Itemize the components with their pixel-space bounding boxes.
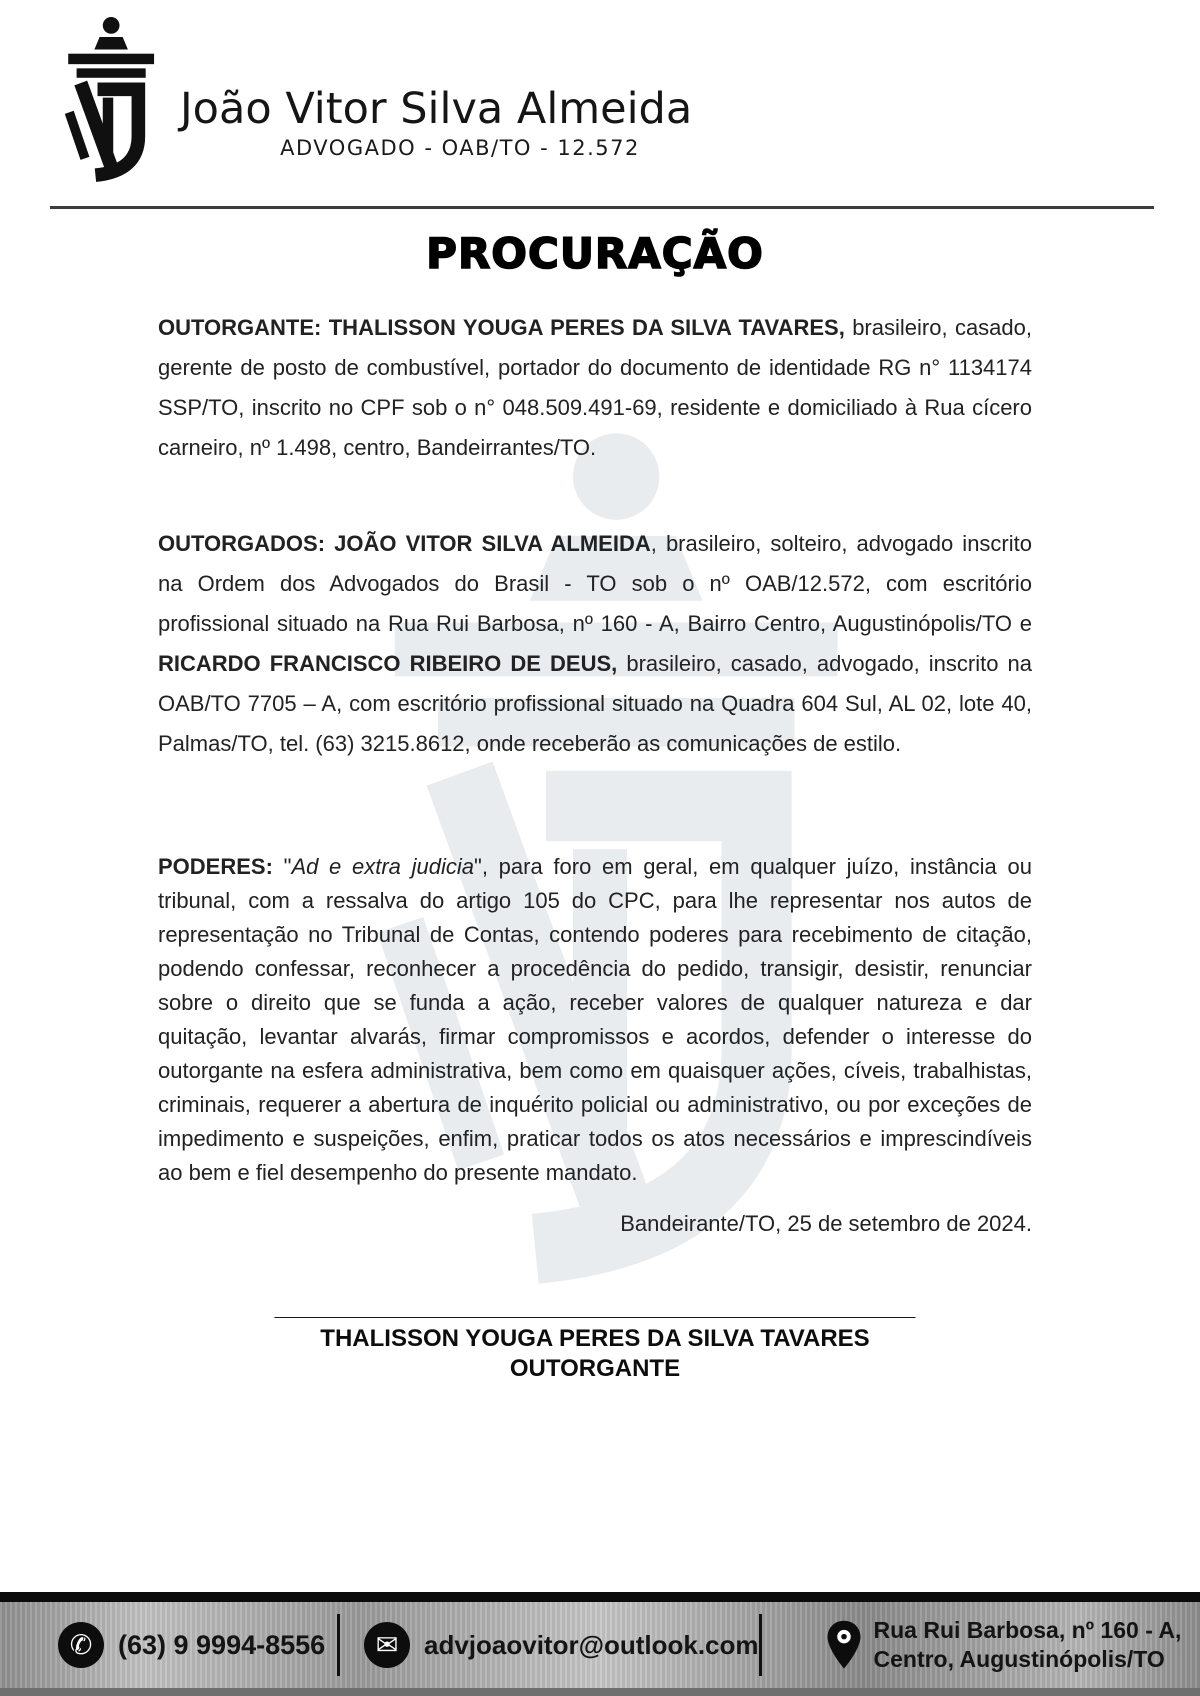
footer-top-bar — [0, 1592, 1200, 1602]
whatsapp-glyph: ✆ — [69, 1629, 93, 1660]
footer-address-section — [762, 1602, 1200, 1688]
paragraph-outorgante: OUTORGANTE: THALISSON YOUGA PERES DA SILVA TAVARES, brasileiro, casado, gerente de posto de combustível, portador do documento de identidade RG n° 1134174 SSP/TO, inscrito no CPF sob o n° 048.509.491-69, residente e domiciliado à Rua cícero carneiro, nº 1.498, centro, Bandeirrantes/TO. — [158, 315, 1032, 460]
contact-footer — [0, 1592, 1200, 1696]
footer-address — [874, 1616, 1182, 1674]
law-firm-monogram-icon — [52, 16, 164, 194]
signature-role: OUTORGANTE — [509, 1355, 681, 1382]
signature-block — [158, 1296, 1032, 1384]
footer-email-section — [340, 1602, 759, 1688]
brand-name: João Vitor Silva Almeida — [180, 84, 693, 134]
document-title: PROCURAÇÃO — [426, 229, 764, 278]
footer-bottom-bar — [0, 1688, 1200, 1696]
paragraph-outorgados: OUTORGADOS: JOÃO VITOR SILVA ALMEIDA, brasileiro, solteiro, advogado inscrito na Ordem dos Advogados do Brasil - TO sob o nº OAB/12.572, com escritório profissional situado na Rua Rui Barbosa, nº 160 - A, Bairro Centro, Augustinópolis/TO e RICARDO FRANCISCO RIBEIRO DE DEUS, brasileiro, casado, advogado, inscrito na OAB/TO 7705 – A, com escritório profissional situado na Quadra 604 Sul, AL 02, lote 40, Palmas/TO, tel. (63) 3215.8612, onde receberão as comunicações de estilo. — [158, 531, 1033, 756]
date-line: Bandeirante/TO, 25 de setembro de 2024. — [620, 1211, 1032, 1236]
footer-email: advjoaovitor@outlook.com — [424, 1629, 759, 1660]
footer-body — [0, 1602, 1200, 1688]
location-pin-icon — [826, 1620, 862, 1670]
envelope-glyph: ✉ — [375, 1629, 399, 1660]
whatsapp-icon — [58, 1622, 104, 1668]
header-divider — [50, 206, 1154, 209]
signature-line: ________________________________________________ — [274, 1294, 916, 1321]
footer-phone-section — [0, 1602, 337, 1688]
footer-phone: (63) 9 9994-8556 — [118, 1629, 326, 1660]
document-body — [158, 222, 1032, 1384]
brand-subtitle: ADVOGADO - OAB/TO - 12.572 — [280, 136, 640, 160]
signature-name: THALISSON YOUGA PERES DA SILVA TAVARES — [320, 1325, 870, 1352]
email-icon — [364, 1622, 410, 1668]
letterhead — [0, 0, 1200, 210]
footer-address-line2: Centro, Augustinópolis/TO — [873, 1646, 1165, 1672]
paragraph-poderes: PODERES: "Ad e extra judicia", para foro em geral, em qualquer juízo, instância ou tribunal, com a ressalva do artigo 105 do CPC, para lhe representar nos autos de representação no Tribunal de Contas, contendo poderes para recebimento de citação, podendo confessar, reconhecer a procedência do pedido, transigir, desistir, renunciar sobre o direito que se funda a ação, receber valores de qualquer natureza e dar quitação, levantar alvarás, firmar compromissos e acordos, defender o interesse do outorgante na esfera administrativa, bem como em quaisquer ações, cíveis, trabalhistas, criminais, requerer a abertura de inquérito policial ou administrativo, ou por exceções de impedimento e suspeições, enfim, praticar todos os atos necessários e imprescindíveis ao bem e fiel desempenho do presente mandato. — [158, 854, 1032, 1185]
footer-address-line1: Rua Rui Barbosa, nº 160 - A, — [873, 1617, 1182, 1643]
